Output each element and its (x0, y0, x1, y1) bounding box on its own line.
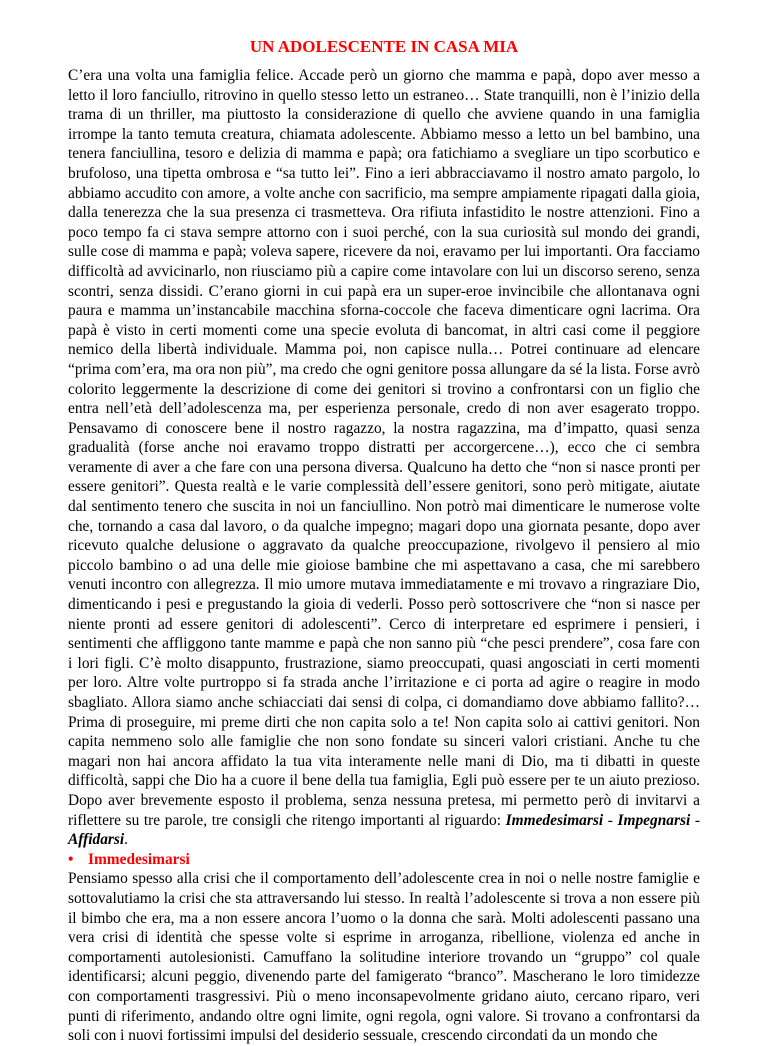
document-title: UN ADOLESCENTE IN CASA MIA (249, 37, 519, 56)
section-heading-text: Immedesimarsi (88, 850, 190, 868)
intro-text: C’era una volta una famiglia felice. Accade però un giorno che mamma e papà, dopo aver messo a letto il loro fanciullo, ritrovino in quello stesso letto un estraneo… State tranquilli, non è l’inizio della trama di un thriller, ma piuttosto la considerazione di quello che avviene quando in una famiglia irrompe la tanto temuta creatura, chiamata adolescente. Abbiamo messo a letto un bel bambino, una tenera fanciullina, tesoro e delizia di mamma e papà; ora fatichiamo a svegliare un tipo scorbutico e brufoloso, una tipetta ombrosa e “sa tutto lei”. Fino a ieri abbracciavamo il nostro amato pargolo, lo abbiamo accudito con amore, a volte anche con sacrificio, ma sempre ampiamente ripagati dalla gioia, dalla tenerezza che la sua presenza ci trasmetteva. Ora rifiuta infastidito le nostre attenzioni. Fino a poco tempo fa ci stava sempre attorno con i suoi perché, con la sua curiosità sul mondo dei grandi, sulle cose di mamma e papà; voleva sapere, ricevere da noi, eravamo per lui importanti. Ora facciamo difficoltà ad avvicinarlo, non riusciamo più a capire come intavolare con lui un discorso sereno, senza scontri, senza dissidi. C’erano giorni in cui papà era un super-eroe invincibile che allontanava ogni paura e mamma un’instancabile macchina sforna-coccole che faceva dimenticare ogni lacrima. Ora papà è visto in certi momenti come una specie evoluta di bancomat, in altri casi come il peggiore nemico della libertà individuale. Mamma poi, non capisce nulla… Potrei continuare ad elencare “prima com’era, ma ora non più”, ma credo che ogni genitore possa allungare da sé la lista. Forse avrò colorito leggermente la descrizione di come dei genitori si trovino a confrontarsi con un figlio che entra nell’età dell’adolescenza ma, per esperienza personale, credo di non aver esagerato troppo. Pensavamo di conoscere bene il nostro ragazzo, la nostra ragazzina, ma d’impatto, quasi senza gradualità (forse anche noi eravamo troppo distratti per accorgercene…), ecco che ci sembra veramente di aver a che fare con una persona diversa. Qualcuno ha detto che “non si nasce pronti per essere genitori”. Questa realtà e le varie complessità dell’essere genitori, sono però mitigate, aiutate dal sentimento tenero che suscita in noi un fanciullino. Non potrò mai dimenticare le numerose volte che, tornando a casa dal lavoro, o da qualche impegno; magari dopo una giornata pesante, dopo aver ricevuto qualche delusione o aggravato da qualche preoccupazione, rivolgevo il pensiero al mio piccolo bambino o ad una delle mie gioiose bambine che mi aspettavano a casa, che mi sarebbero venuti incontro con allegrezza. Il mio umore mutava immediatamente e mi trovavo a ringraziare Dio, dimenticando i pesi e pregustando la gioia di vederli. Posso però sottoscrivere che “non si nasce per niente pronti ad essere genitori di adolescenti”. Cerco di interpretare ed esprimere i pensieri, i sentimenti che affliggono tante mamme e papà che non sanno più “che pesci prendere”, cosa fare con i lori figli. C’è molto disappunto, frustrazione, siamo preoccupati, quasi angosciati in certi momenti per loro. Altre volte purtroppo si fa strada anche l’irritazione e ci porta ad agire o reagire in modo sbagliato. Allora siamo anche schiacciati dai sensi di colpa, ci domandiamo dove abbiamo fallito?… Prima di proseguire, mi preme dirti che non capita solo a te! Non capita solo ai cattivi genitori. Non capita nemmeno solo alle famiglie che non sono fondate su sinceri valori cristiani. Anche tu che magari non hai ancora affidato la tua vita interamente nelle mani di Dio, ma ti dibatti in queste difficoltà, sappi che Dio ha a cuore il bene della tua famiglia, Egli può essere per te un aiuto prezioso. Dopo aver brevemente esposto il problema, senza nessuna pretesa, mi permetto però di invitarvi a riflettere su tre parole, tre consigli che ritengo importanti al riguardo: (68, 67, 700, 829)
keyword-separator: - (603, 811, 618, 829)
keyword-immedesimarsi: Immedesimarsi (505, 811, 604, 829)
keyword-separator: - (694, 811, 701, 829)
keyword-impegnarsi: Impegnarsi (617, 811, 691, 829)
section-paragraph-immedesimarsi: Pensiamo spesso alla crisi che il comportamento dell’adolescente crea in noi o nelle nostre famiglie e sottovalutiamo la crisi che sta attraversando lui stesso. In realtà l’adolescente si trova a non essere più il bimbo che era, ma a non essere ancora l’uomo o la donna che sarà. Molti adolescenti passano una vera crisi di identità che spesse volte si esprime in arroganza, ribellione, violenza ed anche in comportamenti autolesionisti. Camuffano la solitudine interiore trovando un “gruppo” col quale identificarsi; alcuni peggio, divenendo parte del famigerato “branco”. Mascherano le loro timidezze con comportamenti trasgressivi. Più o meno inconsapevolmente gridano aiuto, cercano riparo, veri punti di riferimento, andando oltre ogni limite, ogni regola, ogni valore. Si trovano a confrontarsi da soli con i nuovi fortissimi impulsi del desiderio sessuale, crescendo circondati da un mondo che (68, 870, 700, 1045)
document-page (68, 36, 700, 1046)
keyword-affidarsi: Affidarsi (68, 831, 125, 849)
intro-paragraph (68, 66, 700, 850)
keyword-end: . (124, 831, 129, 849)
bullet-icon: • (68, 850, 74, 868)
section-heading-immedesimarsi (68, 850, 700, 870)
